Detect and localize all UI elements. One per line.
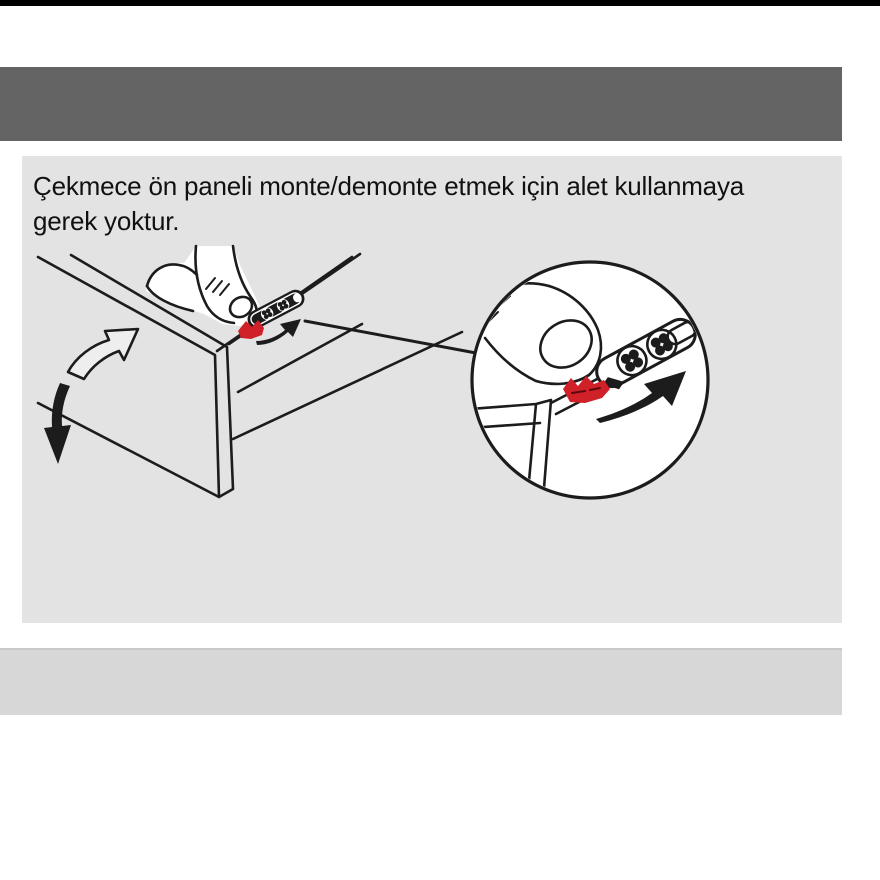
instruction-text — [33, 169, 828, 239]
instruction-line-2: gerek yoktur. — [33, 206, 180, 236]
instruction-line-1: Çekmece ön paneli monte/demonte etmek için alet kullanmaya — [33, 171, 745, 201]
top-border-bar — [0, 0, 880, 6]
header-bar — [0, 67, 842, 141]
bottom-strip — [0, 648, 842, 715]
instruction-panel — [22, 156, 842, 623]
